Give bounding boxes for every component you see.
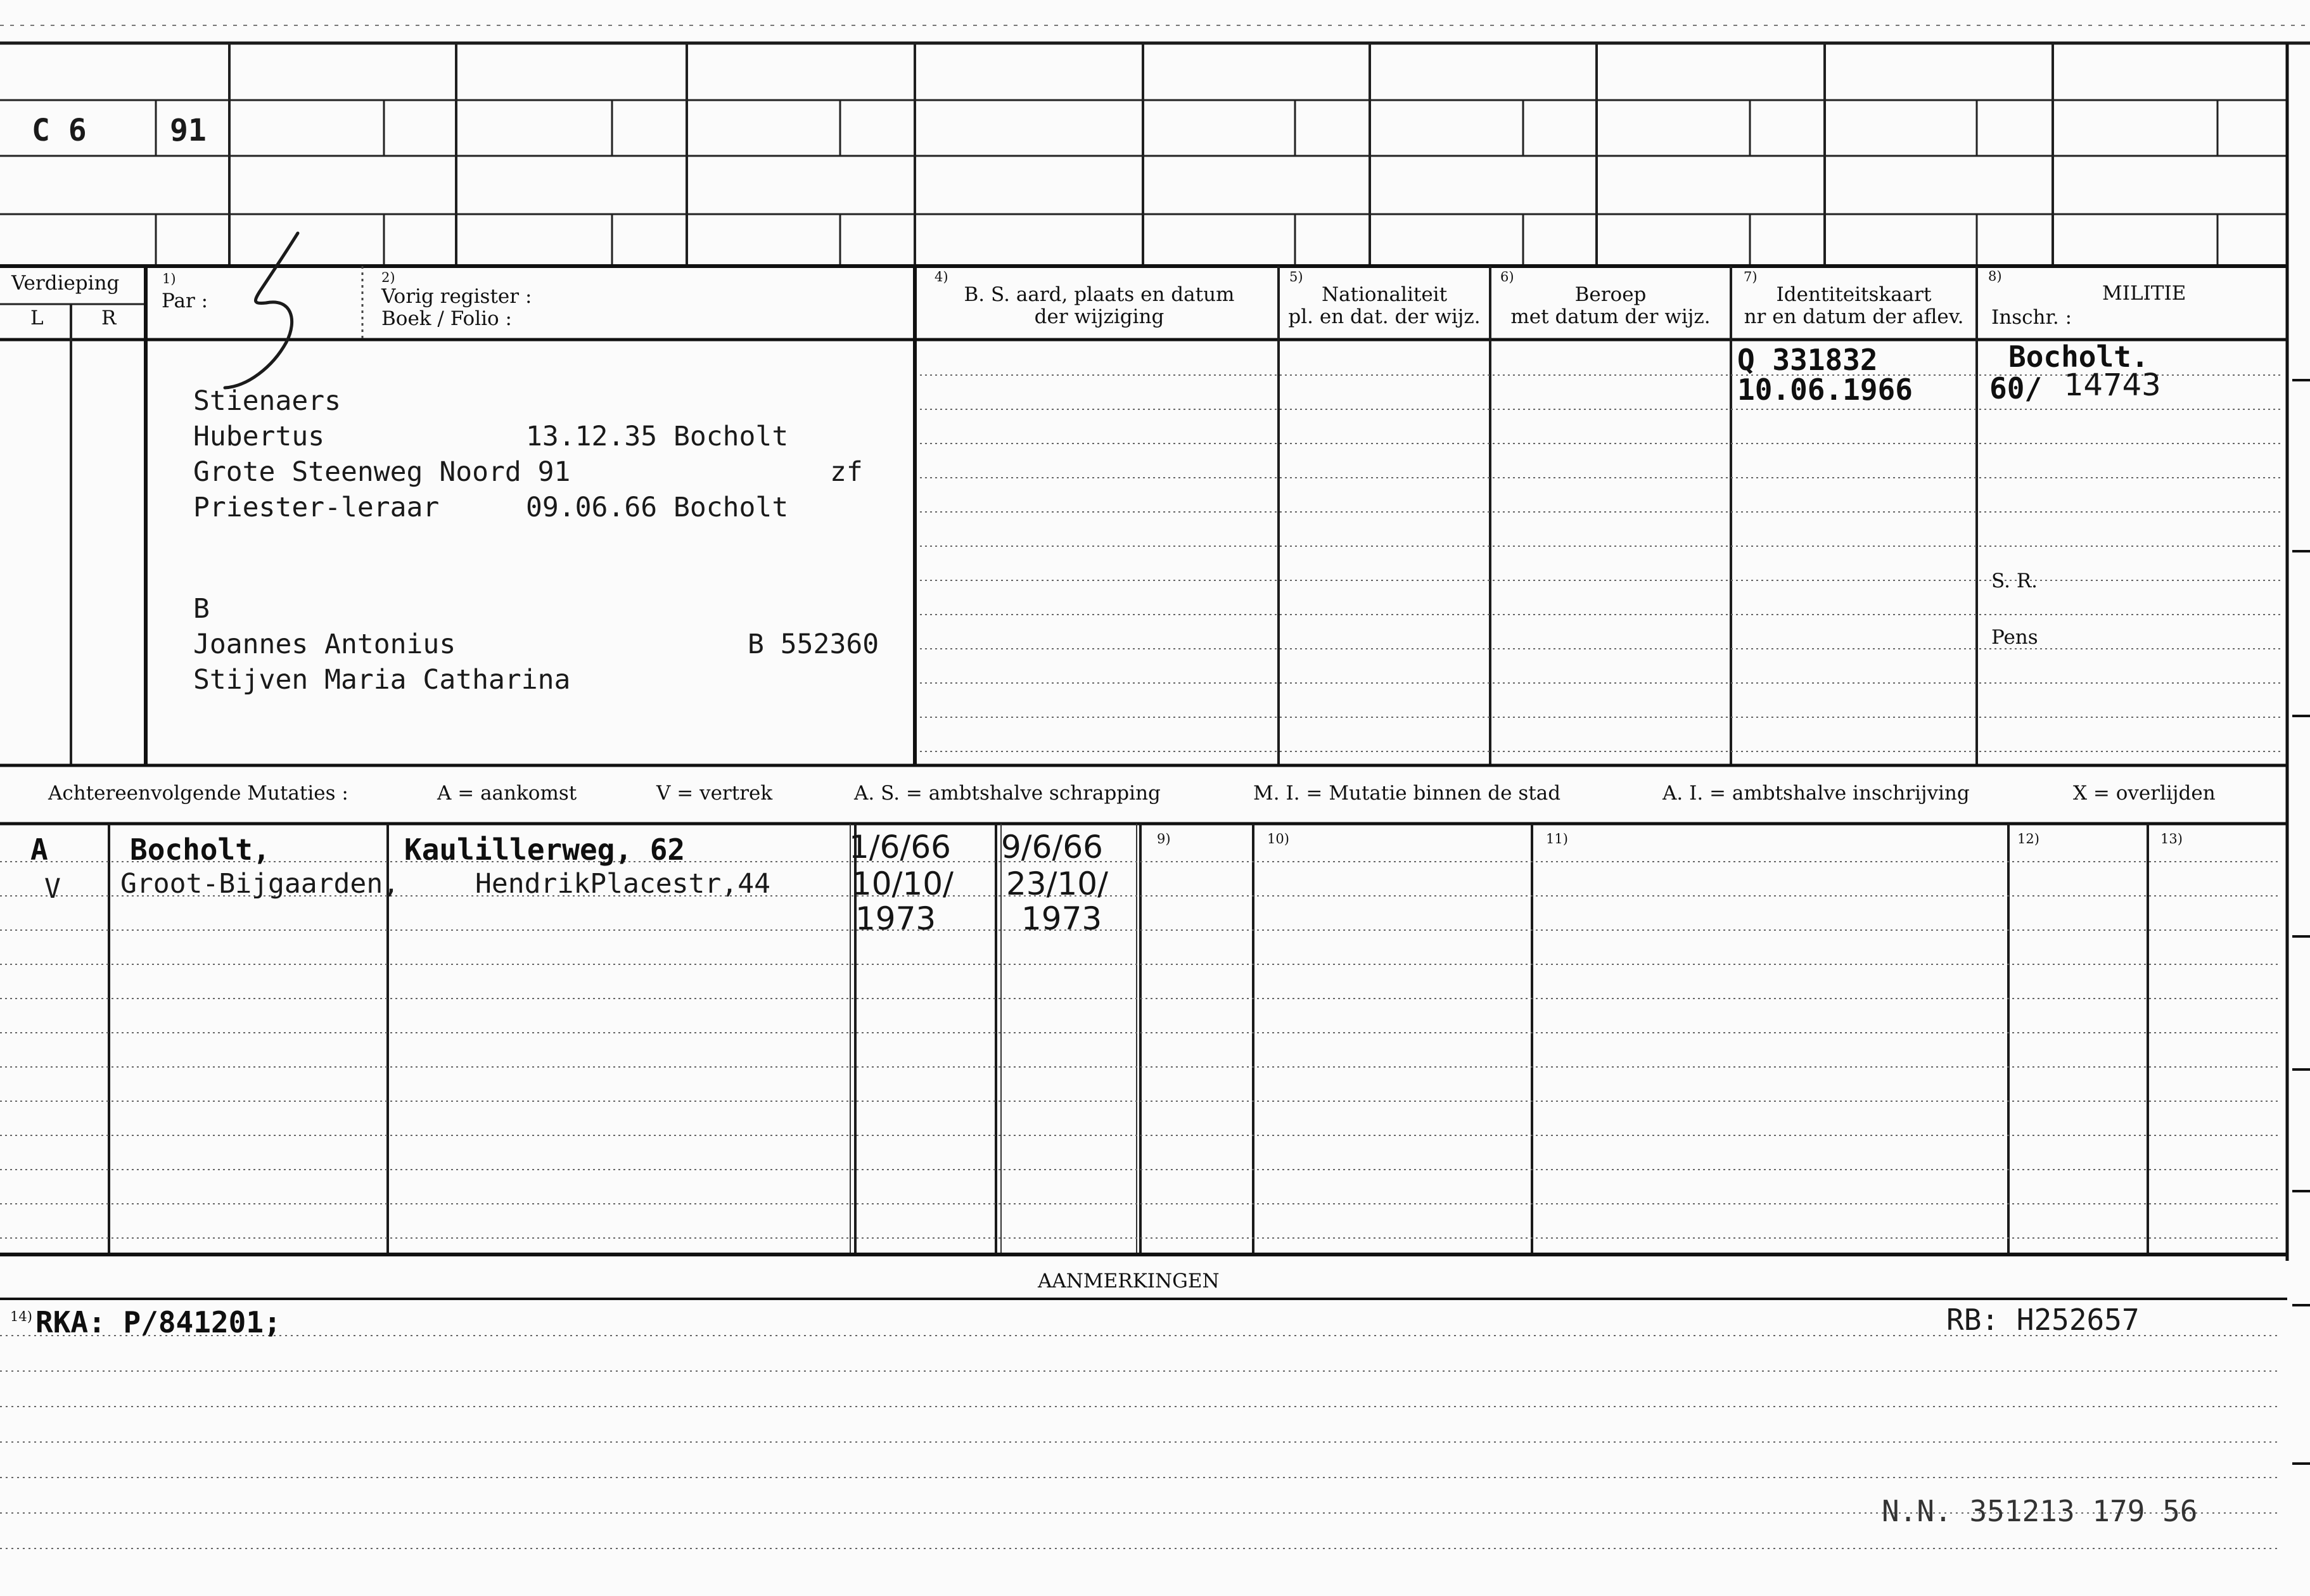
- bs-header-2: der wijziging: [1034, 305, 1165, 328]
- vorig-number: 2): [381, 270, 395, 285]
- militie-number-prefix: 60/: [1989, 371, 2043, 405]
- sr-label: S. R.: [1991, 570, 2038, 592]
- militie-number: 14743: [2064, 367, 2161, 403]
- civil-status: zf: [830, 456, 863, 488]
- vorig-register-label: Vorig register :: [381, 285, 532, 308]
- legend-as: A. S. = ambtshalve schrapping: [854, 782, 1161, 805]
- verdieping-label: Verdieping: [11, 272, 120, 295]
- profession: Priester-leraar: [193, 492, 440, 523]
- remarks-rka: RKA: P/841201;: [35, 1305, 281, 1339]
- pens-label: Pens: [1991, 626, 2038, 649]
- mutation-date-2: 23/10/: [1006, 865, 1108, 902]
- nat-number: 5): [1289, 269, 1303, 284]
- par-label: Par :: [162, 290, 208, 312]
- legend-mi: M. I. = Mutatie binnen de stad: [1253, 782, 1561, 805]
- mutation-place: Bocholt,: [130, 833, 271, 867]
- militie-number-sup: 8): [1988, 269, 2002, 284]
- legend-ai: A. I. = ambtshalve inschrijving: [1662, 782, 1970, 805]
- mutation-date-1-year: 1973: [855, 900, 936, 937]
- right-label: R: [101, 307, 117, 329]
- surname: Stienaers: [193, 385, 341, 417]
- mutation-street: HendrikPlacestr,44: [475, 868, 770, 900]
- mutation-date-1: 1/6/66: [849, 829, 951, 865]
- col-13-number: 13): [2160, 831, 2183, 846]
- col-10-number: 10): [1267, 831, 1289, 846]
- mutation-type: V: [44, 873, 61, 905]
- left-label: L: [30, 307, 44, 329]
- mutation-date-1: 10/10/: [852, 865, 954, 902]
- col-9-number: 9): [1157, 831, 1171, 846]
- profession-date: 09.06.66 Bocholt: [526, 492, 789, 523]
- remarks-nn: N.N. 351213 179 56: [1882, 1494, 2198, 1528]
- first-name: Hubertus: [193, 421, 325, 452]
- id-number-sup: 7): [1744, 269, 1758, 284]
- code-c6: C 6: [32, 113, 87, 148]
- inschr-label: Inschr. :: [1991, 306, 2072, 329]
- mother-name: Stijven Maria Catharina: [193, 664, 571, 696]
- beroep-number: 6): [1500, 269, 1514, 284]
- id-header-1: Identiteitskaart: [1776, 283, 1932, 306]
- mutation-type: A: [30, 833, 48, 867]
- legend-x: X = overlijden: [2073, 782, 2216, 805]
- legend-a: A = aankomst: [437, 782, 577, 805]
- beroep-header-2: met datum der wijz.: [1510, 305, 1711, 328]
- militie-place: Bocholt.: [2008, 340, 2149, 374]
- nat-header-2: pl. en dat. der wijz.: [1288, 305, 1481, 328]
- col-11-number: 11): [1546, 831, 1568, 846]
- remarks-rb: RB: H252657: [1946, 1303, 2140, 1337]
- id-header-2: nr en datum der aflev.: [1744, 305, 1964, 328]
- father-name: Joannes Antonius: [193, 629, 456, 660]
- mutation-date-2: 9/6/66: [1001, 829, 1103, 865]
- militie-title: MILITIE: [2102, 282, 2186, 305]
- remarks-number: 14): [10, 1309, 32, 1324]
- bs-header-1: B. S. aard, plaats en datum: [964, 283, 1235, 306]
- par-handwritten-mark: [225, 233, 298, 388]
- address: Grote Steenweg Noord 91: [193, 456, 571, 488]
- col-12-number: 12): [2017, 831, 2039, 846]
- id-card-number: Q 331832: [1737, 343, 1878, 377]
- mutation-place: Groot-Bijgaarden,: [120, 868, 400, 900]
- nat-header-1: Nationaliteit: [1321, 283, 1448, 306]
- code-91: 91: [170, 113, 207, 148]
- legend-v: V = vertrek: [656, 782, 773, 805]
- reference-number: B 552360: [748, 629, 879, 660]
- bs-number: 4): [935, 269, 948, 284]
- mutation-date-2-year: 1973: [1021, 900, 1102, 937]
- par-number: 1): [162, 271, 176, 286]
- id-card-date: 10.06.1966: [1737, 373, 1913, 407]
- legend-title: Achtereenvolgende Mutaties :: [48, 782, 348, 805]
- boek-folio-label: Boek / Folio :: [381, 307, 512, 330]
- mutation-street: Kaulillerweg, 62: [404, 833, 686, 867]
- marker-b: B: [193, 593, 210, 625]
- birth-date-place: 13.12.35 Bocholt: [526, 421, 789, 452]
- remarks-title: AANMERKINGEN: [1038, 1270, 1220, 1293]
- beroep-header-1: Beroep: [1574, 283, 1647, 306]
